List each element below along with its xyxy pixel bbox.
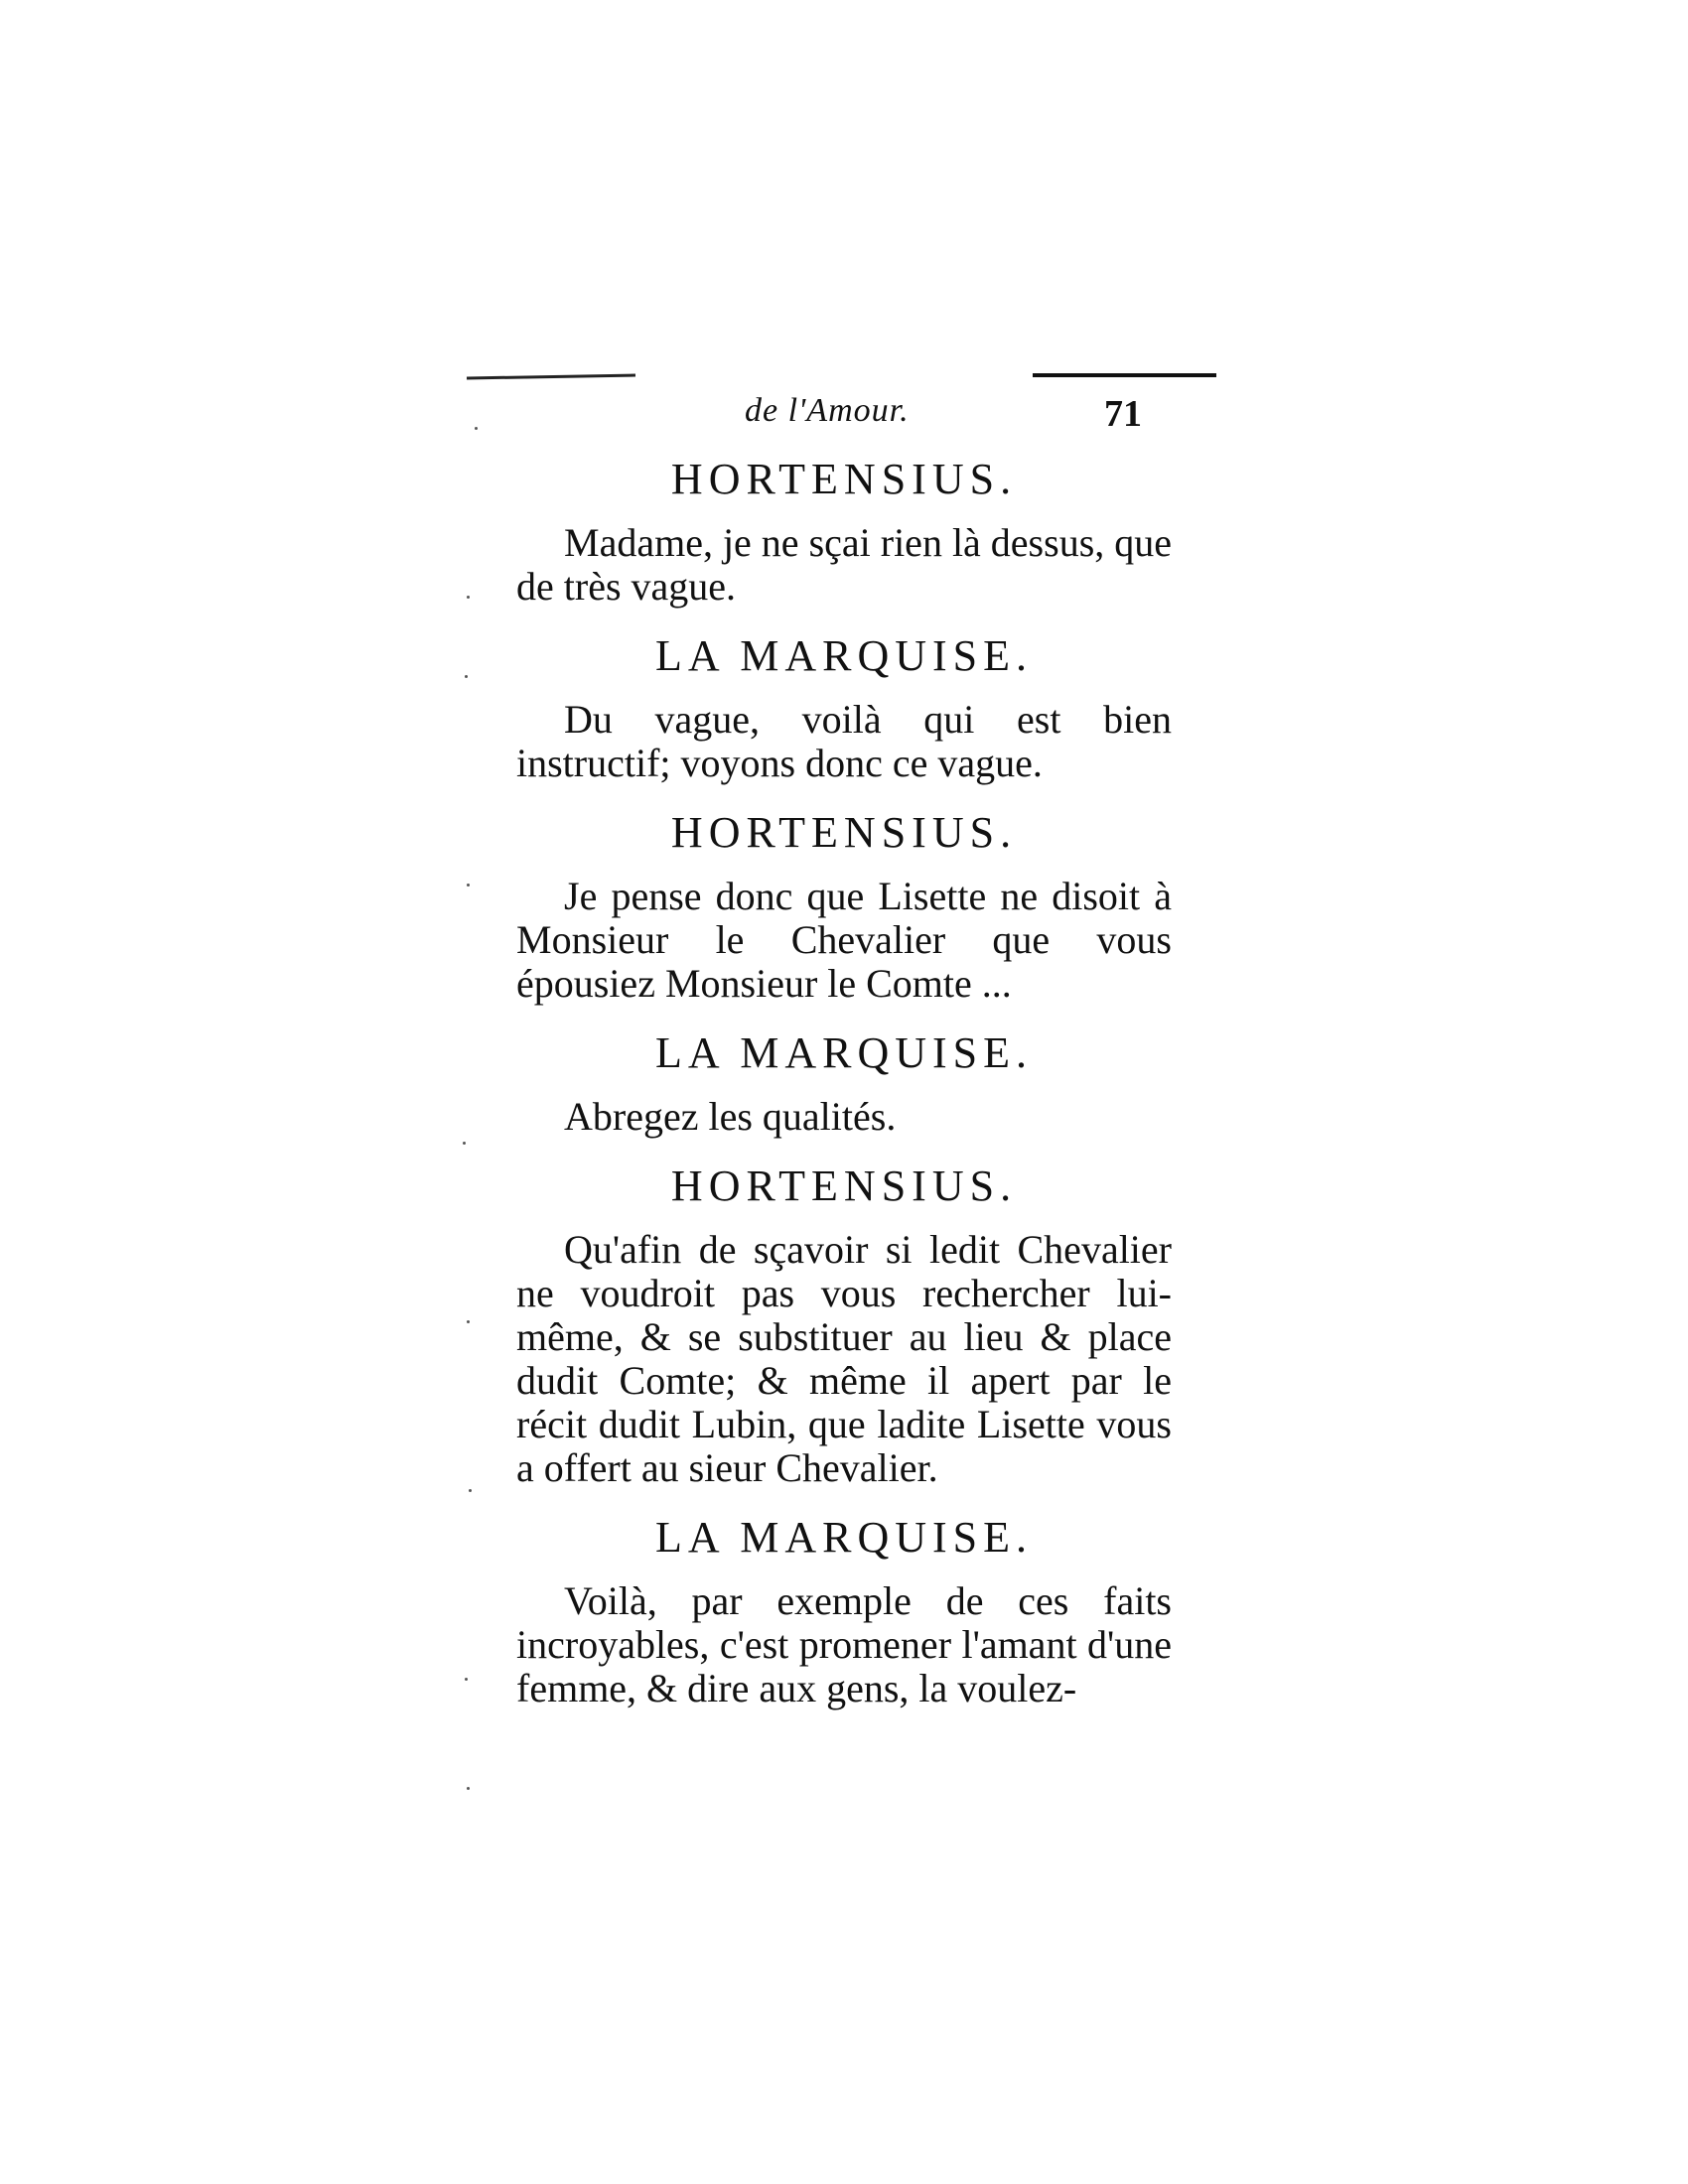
scan-speck (465, 675, 468, 678)
top-rule-left (467, 374, 635, 380)
scan-speck (467, 1320, 470, 1323)
speaker-heading: LA MARQUISE. (654, 1513, 1034, 1562)
speech-paragraph: Qu'afin de sçavoir si ledit Chevalier ne voudroit pas vous rechercher lui-même, & se substituer au lieu & place dudit Comte; & même il apert par le récit dudit Lubin, que ladite Lisette vous a offert au sieur Chevalier. (516, 1227, 1172, 1490)
speaker-heading: HORTENSIUS. (670, 808, 1018, 857)
scan-speck (467, 1787, 470, 1790)
speaker-heading: HORTENSIUS. (670, 455, 1018, 503)
page-number: 71 (1104, 393, 1142, 435)
scan-speck (475, 427, 478, 430)
dialogue-text (516, 452, 1172, 1730)
scan-speck (467, 596, 470, 599)
scan-speck (467, 884, 470, 887)
top-rule-right (1033, 373, 1216, 377)
scan-speck (469, 1489, 472, 1492)
speaker-heading: LA MARQUISE. (654, 631, 1034, 680)
running-head: de l'Amour. (745, 392, 910, 429)
scan-speck (463, 1142, 466, 1145)
scan-speck (465, 1678, 468, 1681)
speech-paragraph: Voilà, par exemple de ces faits incroyables, c'est promener l'amant d'une femme, & dire aux gens, la voulez- (516, 1578, 1172, 1710)
speech-paragraph: Abregez les qualités. (564, 1094, 897, 1139)
speaker-heading: HORTENSIUS. (670, 1161, 1018, 1210)
speech-paragraph: Madame, je ne sçai rien là dessus, que de très vague. (516, 520, 1173, 609)
speaker-heading: LA MARQUISE. (654, 1028, 1034, 1077)
speech-paragraph: Je pense donc que Lisette ne disoit à Monsieur le Chevalier que vous épousiez Monsieur le Comte ... (516, 874, 1172, 1006)
speech-paragraph: Du vague, voilà qui est bien instructif; voyons donc ce vague. (516, 697, 1172, 785)
